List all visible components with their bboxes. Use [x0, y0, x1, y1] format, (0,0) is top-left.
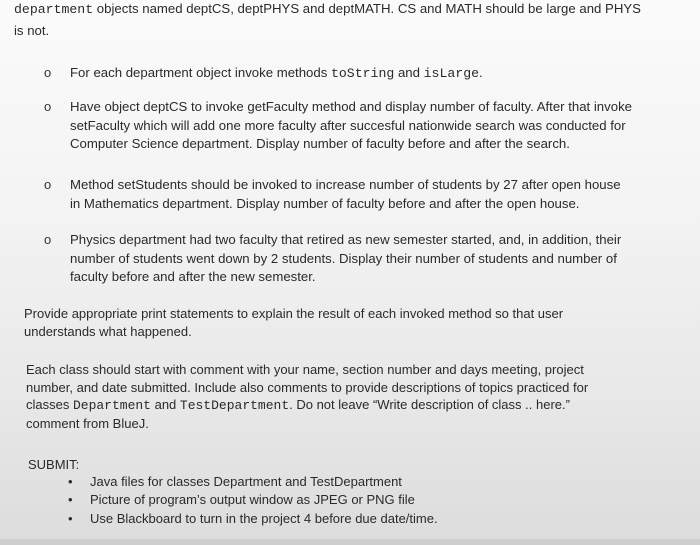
document-page: department objects named deptCS, deptPHYS and deptMATH. CS and MATH should be large and PHYS is not. o For each department object invoke methods toString and isLarge. o Have object deptCS to invoke getFaculty method and display number of faculty. After that invoke setFaculty which will add one more faculty after succesful nationwide search was conducted for Computer Science department. Display number of faculty before and after the search. o Method setStudents should be invoked to increase number of students by 27 after open house in Mathematics department. Display number of faculty before and after the open house. o Physics department had two faculty that retired as new semester started, and, in addition, their number of students went down by 2 students. Display their number of students and number of faculty before and after the new semester. Provide appropriate print statements to explain the result of each invoked method so that user understands what happened. Each class should start with comment with your name, section number and days meeting, project number, and date submitted. Include also comments to provide descriptions of topics practiced for classes Department and TestDepartment. Do not leave “Write description of class .. here.” comment from BlueJ. SUBMIT: • Java files for classes Department and TestDepartment • Picture of program’s output window as JPEG or PNG file • Use Blackboard to turn in the project 4 before due date/time.: [0, 0, 700, 545]
sub-item-text: For each department object invoke methods toString and isLarge.: [70, 65, 483, 81]
sub-item-text: Physics department had two faculty that retired as new semester started, and, in addition, their number of students went down by 2 students. Display their number of students and number of faculty before and after the new semester.: [70, 232, 622, 284]
bullet-dot-icon: •: [68, 474, 73, 489]
print-statements-paragraph: Provide appropriate print statements to explain the result of each invoked method so that user understands what happened.: [24, 306, 564, 339]
sub-item-text: Have object deptCS to invoke getFaculty method and display number of faculty. After that invoke setFaculty which will add one more faculty after succesful nationwide search was conducted for Computer Science department. Display number of faculty before and after the search.: [70, 99, 632, 151]
code-tostring: toString: [330, 66, 395, 81]
bullet-dot-icon: •: [68, 511, 73, 526]
intro-line-1: department objects named deptCS, deptPHYS and deptMATH. CS and MATH should be large and PHYS: [14, 1, 641, 17]
code-department-class: Department: [72, 398, 151, 413]
hollow-circle-marker-icon: o: [44, 65, 52, 80]
code-islarge: isLarge: [423, 66, 480, 81]
hollow-circle-marker-icon: o: [44, 99, 52, 114]
code-department: department: [14, 2, 94, 17]
intro-line-2: is not.: [14, 23, 50, 38]
submit-label: SUBMIT:: [28, 457, 80, 472]
comments-paragraph: Each class should start with comment with your name, section number and days meeting, project number, and date submitted. Include also comments to provide descriptions of topics practiced for classes Department and TestDepartment. Do not leave “Write description of class .. here.” comment from BlueJ.: [26, 362, 589, 431]
hollow-circle-marker-icon: o: [44, 232, 52, 247]
hollow-circle-marker-icon: o: [44, 177, 52, 192]
intro-text: [14, 0, 694, 40]
bullet-dot-icon: •: [68, 492, 73, 507]
code-testdepartment-class: TestDepartment: [179, 398, 290, 413]
sub-item-text: Method setStudents should be invoked to increase number of students by 27 after open house in Mathematics department. Display number of faculty before and after the open house.: [70, 177, 621, 211]
page-bottom-edge: [0, 539, 700, 545]
